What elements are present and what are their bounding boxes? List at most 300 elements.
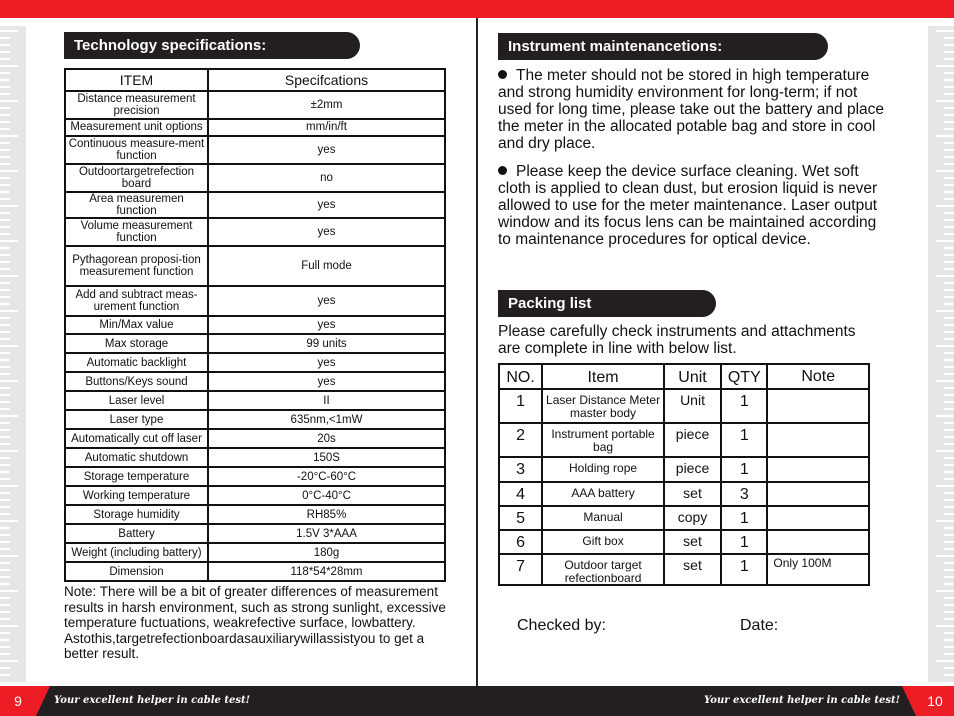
ruler-tick [936, 590, 954, 592]
ruler-tick [0, 464, 10, 466]
spec-table-header-row [65, 69, 445, 91]
ruler-tick [0, 548, 10, 550]
ruler-tick [0, 604, 10, 606]
ruler-tick [944, 233, 954, 235]
spec-value-cell: -20°C-60°C [208, 467, 445, 486]
packing-item-cell: Outdoor target refectionboard [542, 554, 664, 585]
ruler-tick [0, 226, 10, 228]
ruler-tick [944, 618, 954, 620]
packing-no-cell: 7 [499, 554, 542, 585]
ruler-tick [0, 128, 10, 130]
ruler-tick [0, 282, 10, 284]
spec-item-cell: Volume measurement function [65, 218, 208, 246]
spec-item-cell: Automatically cut off laser [65, 429, 208, 448]
spec-header-item: ITEM [65, 69, 208, 91]
table-row [65, 164, 445, 192]
table-row [65, 316, 445, 334]
table-row [65, 192, 445, 218]
ruler-tick [936, 135, 954, 137]
spec-value-cell: 0°C-40°C [208, 486, 445, 505]
packing-note-cell [767, 482, 869, 506]
right-ruler-decoration [928, 26, 954, 682]
spec-value-cell: ±2mm [208, 91, 445, 119]
ruler-tick [944, 366, 954, 368]
table-row [65, 391, 445, 410]
ruler-tick [936, 555, 954, 557]
table-row [65, 353, 445, 372]
top-red-band [0, 0, 954, 18]
ruler-tick [944, 331, 954, 333]
ruler-tick [944, 436, 954, 438]
ruler-tick [944, 478, 954, 480]
ruler-tick [944, 163, 954, 165]
footer-red-wedge-right [902, 686, 916, 716]
ruler-tick [0, 93, 10, 95]
ruler-tick [944, 471, 954, 473]
ruler-tick [944, 212, 954, 214]
ruler-tick [0, 296, 10, 298]
spec-item-cell: Automatic shutdown [65, 448, 208, 467]
ruler-tick [0, 359, 10, 361]
packing-unit-cell: set [664, 554, 721, 585]
table-row [65, 505, 445, 524]
ruler-tick [944, 499, 954, 501]
table-row [499, 506, 869, 530]
ruler-tick [0, 30, 18, 32]
packing-note-cell [767, 423, 869, 457]
ruler-tick [944, 408, 954, 410]
ruler-tick [0, 373, 10, 375]
ruler-tick [944, 534, 954, 536]
ruler-tick [944, 317, 954, 319]
ruler-tick [944, 541, 954, 543]
packing-intro: Please carefully check instruments and attachments are complete in line with below list. [498, 323, 856, 357]
ruler-tick [0, 450, 18, 452]
ruler-tick [0, 149, 10, 151]
spec-item-cell: Max storage [65, 334, 208, 353]
packing-unit-cell: Unit [664, 389, 721, 423]
table-row [65, 448, 445, 467]
packing-unit-cell: set [664, 482, 721, 506]
maintenance-paragraph-2 [498, 163, 888, 248]
ruler-tick [0, 100, 18, 102]
ruler-tick [936, 205, 954, 207]
ruler-tick [0, 541, 10, 543]
date-label: Date: [740, 617, 779, 634]
ruler-tick [0, 471, 10, 473]
table-row [65, 136, 445, 164]
ruler-tick [0, 303, 10, 305]
packing-no-cell: 2 [499, 423, 542, 457]
spec-value-cell: yes [208, 286, 445, 316]
ruler-tick [0, 107, 10, 109]
ruler-tick [944, 79, 954, 81]
ruler-tick [944, 653, 954, 655]
table-row [65, 246, 445, 286]
ruler-tick [0, 660, 18, 662]
ruler-tick [944, 604, 954, 606]
maintenance-text-2: Please keep the device surface cleaning. Wet soft cloth is applied to clean dust, but erosion liquid is never allowed to use for the meter maintenance. Laser output window and its focus lens can be maintained according to maintenance procedures for optical device. [498, 163, 878, 248]
ruler-tick [0, 667, 10, 669]
ruler-tick [944, 261, 954, 263]
ruler-tick [0, 65, 18, 67]
ruler-tick [944, 156, 954, 158]
ruler-tick [936, 450, 954, 452]
packing-unit-cell: copy [664, 506, 721, 530]
ruler-tick [944, 324, 954, 326]
spec-item-cell: Continuous measure-ment function [65, 136, 208, 164]
ruler-tick [0, 380, 18, 382]
packing-qty-cell: 1 [721, 530, 767, 554]
ruler-tick [944, 352, 954, 354]
spec-item-cell: Add and subtract meas-urement function [65, 286, 208, 316]
ruler-tick [0, 198, 10, 200]
ruler-tick [0, 233, 10, 235]
page-number-right: 10 [916, 686, 954, 716]
ruler-tick [944, 303, 954, 305]
ruler-tick [0, 58, 10, 60]
spec-item-cell: Storage temperature [65, 467, 208, 486]
spec-value-cell: II [208, 391, 445, 410]
ruler-tick [944, 492, 954, 494]
ruler-tick [944, 464, 954, 466]
spec-item-cell: Measurement unit options [65, 119, 208, 136]
ruler-tick [0, 86, 10, 88]
ruler-tick [944, 674, 954, 676]
ruler-tick [0, 394, 10, 396]
ruler-tick [0, 121, 10, 123]
page-number-left: 9 [0, 686, 36, 716]
spec-note: Note: There will be a bit of greater differences of measurement results in harsh environment, such as strong sunlight, excessive temperature fuctuations, weakrefective surface, lowbattery. Astothis,targetrefectionboardasauxiliarywillassistyou to get a better result. [64, 584, 446, 661]
ruler-tick [0, 345, 18, 347]
spec-item-cell: Buttons/Keys sound [65, 372, 208, 391]
ruler-tick [944, 226, 954, 228]
ruler-tick [0, 289, 10, 291]
left-ruler-decoration [0, 26, 26, 682]
table-row [65, 334, 445, 353]
ruler-tick [0, 646, 10, 648]
ruler-tick [0, 674, 10, 676]
ruler-tick [0, 387, 10, 389]
ruler-tick [944, 639, 954, 641]
spec-value-cell: 635nm,<1mW [208, 410, 445, 429]
ruler-tick [0, 261, 10, 263]
ruler-tick [0, 72, 10, 74]
ruler-tick [944, 191, 954, 193]
table-row [65, 372, 445, 391]
ruler-tick [936, 100, 954, 102]
spec-value-cell: yes [208, 316, 445, 334]
table-row [65, 218, 445, 246]
ruler-tick [0, 653, 10, 655]
table-row [499, 554, 869, 585]
table-row [65, 286, 445, 316]
spec-header-spec: Specifcations [208, 69, 445, 91]
ruler-tick [0, 527, 10, 529]
bullet-icon [498, 166, 507, 175]
spec-value-cell: 1.5V 3*AAA [208, 524, 445, 543]
packing-note-cell [767, 389, 869, 423]
ruler-tick [0, 436, 10, 438]
ruler-tick [0, 184, 10, 186]
table-row [65, 429, 445, 448]
footer-bar [0, 686, 954, 716]
packing-note-header: Note [767, 364, 869, 389]
table-row [499, 530, 869, 554]
ruler-tick [0, 597, 10, 599]
packing-no-cell: 1 [499, 389, 542, 423]
ruler-tick [944, 86, 954, 88]
ruler-tick [0, 639, 10, 641]
spec-item-cell: Outdoortargetrefection board [65, 164, 208, 192]
ruler-tick [0, 499, 10, 501]
packing-no-cell: 5 [499, 506, 542, 530]
ruler-tick [944, 184, 954, 186]
ruler-tick [0, 212, 10, 214]
ruler-tick [0, 632, 10, 634]
ruler-tick [944, 667, 954, 669]
packing-no-header: NO. [499, 364, 542, 389]
packing-qty-cell: 3 [721, 482, 767, 506]
table-row [65, 410, 445, 429]
table-row [65, 543, 445, 562]
ruler-tick [944, 387, 954, 389]
ruler-tick [936, 275, 954, 277]
ruler-tick [0, 79, 10, 81]
ruler-tick [0, 275, 18, 277]
maintenance-section-title: Instrument maintenancetions: [498, 33, 828, 60]
ruler-tick [936, 170, 954, 172]
ruler-tick [0, 338, 10, 340]
spec-item-cell: Battery [65, 524, 208, 543]
spec-value-cell: 99 units [208, 334, 445, 353]
packing-section-title: Packing list [498, 290, 716, 317]
ruler-tick [0, 555, 18, 557]
ruler-tick [944, 583, 954, 585]
packing-qty-cell: 1 [721, 554, 767, 585]
packing-unit-header: Unit [664, 364, 721, 389]
packing-qty-header: QTY [721, 364, 767, 389]
ruler-tick [0, 422, 10, 424]
table-row [65, 91, 445, 119]
packing-note-cell [767, 506, 869, 530]
ruler-tick [944, 457, 954, 459]
ruler-tick [936, 485, 954, 487]
ruler-tick [0, 219, 10, 221]
checked-by-label: Checked by: [517, 617, 606, 634]
spec-value-cell: yes [208, 192, 445, 218]
spec-item-cell: Min/Max value [65, 316, 208, 334]
footer-slogan-left: Your excellent helper in cable test! [54, 695, 250, 706]
footer-red-wedge-left [36, 686, 50, 716]
ruler-tick [0, 583, 10, 585]
ruler-tick [0, 191, 10, 193]
ruler-tick [0, 254, 10, 256]
maintenance-text-1: The meter should not be stored in high temperature and strong humidity environment for long-term; if not used for long time, please take out the battery and place the meter in the allocated potable bag and store in cool and dry place. [498, 67, 885, 152]
packing-qty-cell: 1 [721, 389, 767, 423]
table-row [65, 467, 445, 486]
ruler-tick [944, 142, 954, 144]
ruler-tick [944, 72, 954, 74]
table-row [65, 486, 445, 505]
ruler-tick [0, 513, 10, 515]
ruler-tick [944, 58, 954, 60]
bullet-icon [498, 70, 507, 79]
ruler-tick [944, 282, 954, 284]
spec-item-cell: Working temperature [65, 486, 208, 505]
ruler-tick [944, 114, 954, 116]
ruler-tick [0, 310, 18, 312]
packing-no-cell: 4 [499, 482, 542, 506]
ruler-tick [944, 443, 954, 445]
ruler-tick [0, 37, 10, 39]
packing-table-header-row [499, 364, 869, 389]
ruler-tick [0, 177, 10, 179]
spec-value-cell: 20s [208, 429, 445, 448]
ruler-tick [944, 128, 954, 130]
packing-item-cell: Instrument portable bag [542, 423, 664, 457]
ruler-tick [936, 415, 954, 417]
ruler-tick [944, 93, 954, 95]
ruler-tick [0, 51, 10, 53]
table-row [65, 524, 445, 543]
spec-item-cell: Storage humidity [65, 505, 208, 524]
ruler-tick [0, 429, 10, 431]
ruler-tick [0, 247, 10, 249]
ruler-tick [944, 254, 954, 256]
ruler-tick [0, 142, 10, 144]
spec-value-cell: 150S [208, 448, 445, 467]
ruler-tick [936, 310, 954, 312]
packing-no-cell: 6 [499, 530, 542, 554]
ruler-tick [944, 121, 954, 123]
footer-slogan-right: Your excellent helper in cable test! [704, 695, 900, 706]
ruler-tick [944, 548, 954, 550]
ruler-tick [944, 597, 954, 599]
ruler-tick [0, 401, 10, 403]
ruler-tick [944, 359, 954, 361]
ruler-tick [936, 380, 954, 382]
ruler-tick [944, 37, 954, 39]
spec-item-cell: Distance measurement precision [65, 91, 208, 119]
ruler-tick [0, 317, 10, 319]
spec-value-cell: RH85% [208, 505, 445, 524]
table-row [65, 119, 445, 136]
ruler-tick [944, 513, 954, 515]
spec-item-cell: Laser level [65, 391, 208, 410]
spec-item-cell: Laser type [65, 410, 208, 429]
packing-unit-cell: set [664, 530, 721, 554]
packing-qty-cell: 1 [721, 506, 767, 530]
ruler-tick [944, 569, 954, 571]
ruler-tick [944, 527, 954, 529]
ruler-tick [0, 156, 10, 158]
ruler-tick [936, 660, 954, 662]
spec-section-title: Technology specifications: [64, 32, 360, 59]
spec-item-cell: Pythagorean proposi-tion measurement function [65, 246, 208, 286]
ruler-tick [944, 107, 954, 109]
ruler-tick [0, 562, 10, 564]
ruler-tick [0, 352, 10, 354]
ruler-tick [936, 240, 954, 242]
spec-value-cell: Full mode [208, 246, 445, 286]
spec-item-cell: Area measuremen function [65, 192, 208, 218]
spec-value-cell: yes [208, 136, 445, 164]
ruler-tick [0, 415, 18, 417]
packing-item-cell: AAA battery [542, 482, 664, 506]
packing-qty-cell: 1 [721, 457, 767, 482]
packing-unit-cell: piece [664, 457, 721, 482]
packing-table [498, 363, 870, 586]
spec-value-cell: yes [208, 218, 445, 246]
ruler-tick [936, 30, 954, 32]
ruler-tick [0, 576, 10, 578]
ruler-tick [0, 443, 10, 445]
page-divider [476, 18, 478, 686]
spec-value-cell: no [208, 164, 445, 192]
ruler-tick [944, 422, 954, 424]
ruler-tick [944, 506, 954, 508]
ruler-tick [0, 324, 10, 326]
ruler-tick [944, 646, 954, 648]
packing-note-cell [767, 457, 869, 482]
ruler-tick [0, 205, 18, 207]
spec-item-cell: Automatic backlight [65, 353, 208, 372]
ruler-tick [0, 408, 10, 410]
spec-table [64, 68, 446, 582]
spec-value-cell: mm/in/ft [208, 119, 445, 136]
ruler-tick [944, 247, 954, 249]
ruler-tick [944, 296, 954, 298]
packing-note-cell: Only 100M [767, 554, 869, 585]
ruler-tick [0, 590, 18, 592]
ruler-tick [944, 401, 954, 403]
ruler-tick [0, 485, 18, 487]
spec-value-cell: 118*54*28mm [208, 562, 445, 581]
packing-no-cell: 3 [499, 457, 542, 482]
packing-item-cell: Laser Distance Meter master body [542, 389, 664, 423]
table-row [499, 389, 869, 423]
ruler-tick [944, 198, 954, 200]
ruler-tick [0, 268, 10, 270]
ruler-tick [0, 534, 10, 536]
ruler-tick [0, 163, 10, 165]
ruler-tick [944, 177, 954, 179]
ruler-tick [944, 394, 954, 396]
packing-item-cell: Holding rope [542, 457, 664, 482]
ruler-tick [0, 240, 18, 242]
ruler-tick [944, 373, 954, 375]
packing-note-cell [767, 530, 869, 554]
ruler-tick [944, 51, 954, 53]
ruler-tick [944, 149, 954, 151]
ruler-tick [944, 576, 954, 578]
ruler-tick [936, 345, 954, 347]
ruler-tick [0, 618, 10, 620]
ruler-tick [0, 478, 10, 480]
ruler-tick [0, 569, 10, 571]
packing-item-cell: Manual [542, 506, 664, 530]
table-row [499, 423, 869, 457]
ruler-tick [944, 289, 954, 291]
packing-item-cell: Gift box [542, 530, 664, 554]
packing-item-header: Item [542, 364, 664, 389]
ruler-tick [0, 520, 18, 522]
ruler-tick [944, 268, 954, 270]
ruler-tick [944, 219, 954, 221]
ruler-tick [944, 632, 954, 634]
spec-item-cell: Weight (including battery) [65, 543, 208, 562]
